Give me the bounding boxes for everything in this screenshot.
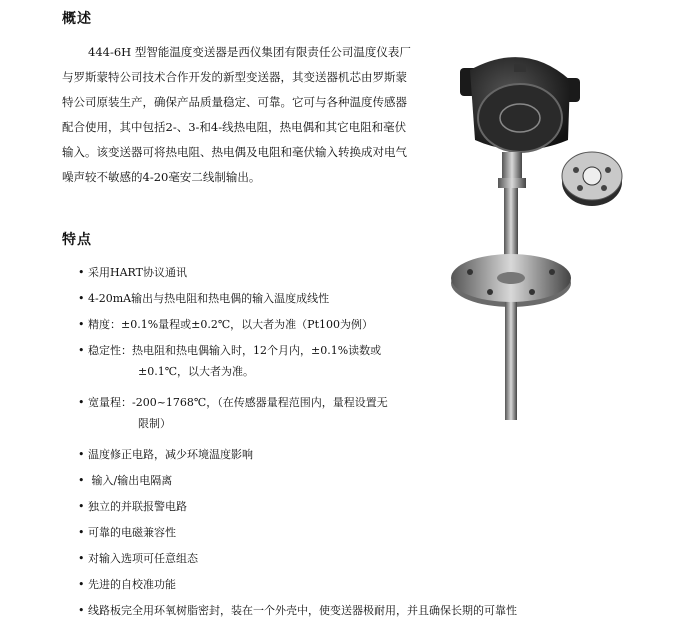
feature-text: 温度修正电路，减少环境温度影响	[88, 448, 253, 461]
bullet: •	[78, 396, 85, 409]
bullet: •	[78, 604, 85, 617]
feature-item	[78, 523, 498, 549]
feature-item	[78, 601, 517, 627]
feature-text: 4-20mA输出与热电阻和热电偶的输入温度成线性	[88, 292, 330, 305]
bullet: •	[78, 526, 85, 539]
bullet: •	[78, 344, 85, 357]
feature-item	[78, 575, 498, 601]
feature-text: 宽量程：-200~1768℃，（在传感器量程范围内，量程设置无	[88, 396, 388, 409]
bullet: •	[78, 578, 85, 591]
feature-item	[78, 549, 498, 575]
feature-item	[78, 497, 498, 523]
feature-item	[78, 289, 498, 315]
feature-item	[78, 263, 498, 289]
feature-item	[78, 341, 498, 393]
transmitter-housing	[460, 57, 580, 152]
bullet: •	[78, 448, 85, 461]
feature-text: 输入/输出电隔离	[88, 474, 173, 487]
feature-item	[78, 315, 498, 341]
features-heading: 特点	[62, 232, 92, 248]
feature-item	[78, 471, 498, 497]
feature-text: 线路板完全用环氧树脂密封，装在一个外壳中，使变送器极耐用，并且确保长期的可靠性	[88, 604, 517, 617]
feature-text: 稳定性：热电阻和热电偶输入时，12个月内，±0.1%读数或	[88, 344, 382, 357]
bullet: •	[78, 266, 85, 279]
bullet: •	[78, 500, 85, 513]
feature-text: 精度：±0.1%量程或±0.2℃，以大者为准（Pt100为例）	[88, 318, 373, 331]
features-list	[78, 263, 517, 627]
feature-text-continued: ±0.1℃，以大者为准。	[138, 365, 255, 378]
transmitter-probe	[505, 302, 517, 420]
bullet: •	[78, 318, 85, 331]
overview-heading: 概述	[62, 11, 92, 27]
bullet: •	[78, 292, 85, 305]
feature-text-continued: 限制）	[138, 417, 171, 430]
feature-text: 先进的自校准功能	[88, 578, 176, 591]
feature-text: 对输入选项可任意组态	[88, 552, 198, 565]
feature-text: 采用HART协议通讯	[88, 266, 187, 279]
bullet: •	[78, 552, 85, 565]
feature-item	[78, 445, 498, 471]
overview-paragraph	[62, 40, 414, 190]
feature-item	[78, 393, 498, 445]
bullet: •	[78, 474, 85, 487]
feature-text: 可靠的电磁兼容性	[88, 526, 176, 539]
overview-text: 444-6H 型智能温度变送器是西仪集团有限责任公司温度仪表厂与罗斯蒙特公司技术合作开发的新型变送器，其变送器机芯由罗斯蒙特公司原装生产，确保产品质量稳定、可靠。它可与各种温度传感器配合使用，其中包括2-、3-和4-线热电阻，热电偶和其它电阻和毫伏输入。该变送器可将热电阻、热电偶及电阻和毫伏输入转换成对电气噪声较不敏感的4-20毫安二线制输出。	[62, 45, 411, 184]
feature-text: 独立的并联报警电路	[88, 500, 187, 513]
transmitter-module	[562, 152, 622, 206]
